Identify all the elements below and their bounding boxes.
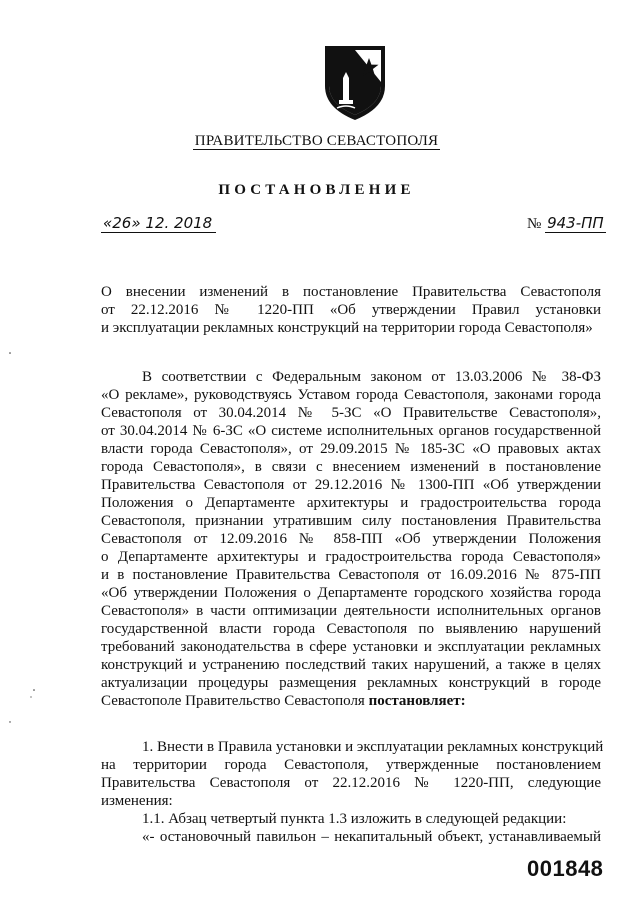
date-month-year: 12. 2018 [145,214,213,232]
body-line: «О рекламе», руководствуясь Уставом города Севастополя, законами города [101,387,601,403]
body-last-line: Севастополе Правительство Севастополя постановляет: [101,693,466,709]
subpoint-line: 1.1. Абзац четвертый пункта 1.3 изложить в следующей редакции: [142,811,567,827]
document-type: ПОСТАНОВЛЕНИЕ [218,182,415,198]
number-value: 943-ПП [547,214,604,232]
body-line: государственной власти города Севастополя по выявлению нарушений [101,621,601,637]
document-number: № 943-ПП [527,214,604,232]
body-line: актуализации процедуры размещения рекламных конструкций в городе [101,675,601,691]
body-line: Севастополя» в части оптимизации деятельности исполнительных органов [101,603,601,619]
body-line: и в постановление Правительства Севастополя от 16.09.2016 № 875-ПП [101,567,601,583]
serial-number-stamp: 001848 [527,856,604,881]
subject-line: и эксплуатации рекламных конструкций на территории города Севастополя» [101,320,593,336]
body-line: требований законодательства в сфере установки и эксплуатации рекламных [101,639,601,655]
point-line: Правительства Севастополя от 22.12.2016 № 1220-ПП, следующие [101,775,601,791]
quote-line: «- остановочный павильон – некапитальный объект, устанавливаемый [142,829,601,845]
operative-word: постановляет: [368,693,466,709]
point-line: изменения: [101,793,173,809]
subject-line: от 22.12.2016 № 1220-ПП «Об утверждении Правил установки [101,302,601,318]
date-day: 26 [112,214,132,232]
body-line: власти города Севастополя», от 29.09.2015 № 185-ЗС «О правовых актах [101,441,601,457]
body-line: Положения о Департаменте архитектуры и градостроительства города [101,495,601,511]
body-line: Севастополя от 30.04.2014 № 5-ЗС «О Правительстве Севастополя», [101,405,601,421]
government-name: ПРАВИТЕЛЬСТВО СЕВАСТОПОЛЯ [194,133,439,149]
body-line: от 30.04.2014 № 6-ЗС «О системе исполнительных органов государственной [101,423,601,439]
body-line: Севастополя, признании утратившим силу постановления Правительства [101,513,601,529]
body-line: «Об утверждении Положения о Департаменте городского хозяйства города [101,585,601,601]
body-line: Правительства Севастополя от 29.12.2016 № 1300-ПП «Об утверждении [101,477,601,493]
body-line: конструкций и устранению последствий таких нарушений, а также в целях [101,657,601,673]
point-line: на территории города Севастополя, утвержденные постановлением [101,757,601,773]
body-line: о Департаменте архитектуры и градостроительства города Севастополя» [101,549,601,565]
point-line: 1. Внести в Правила установки и эксплуатации рекламных конструкций [142,739,604,755]
body-line: В соответствии с Федеральным законом от 13.03.2006 № 38-ФЗ [142,369,601,385]
body-line: Севастополя от 12.09.2016 № 858-ПП «Об утверждении Положения [101,531,601,547]
body-line: города Севастополя», в связи с внесением изменений в постановление [101,459,601,475]
subject-line: О внесении изменений в постановление Правительства Севастополя [101,284,601,300]
document-date: «26» 12. 2018 [101,214,216,232]
